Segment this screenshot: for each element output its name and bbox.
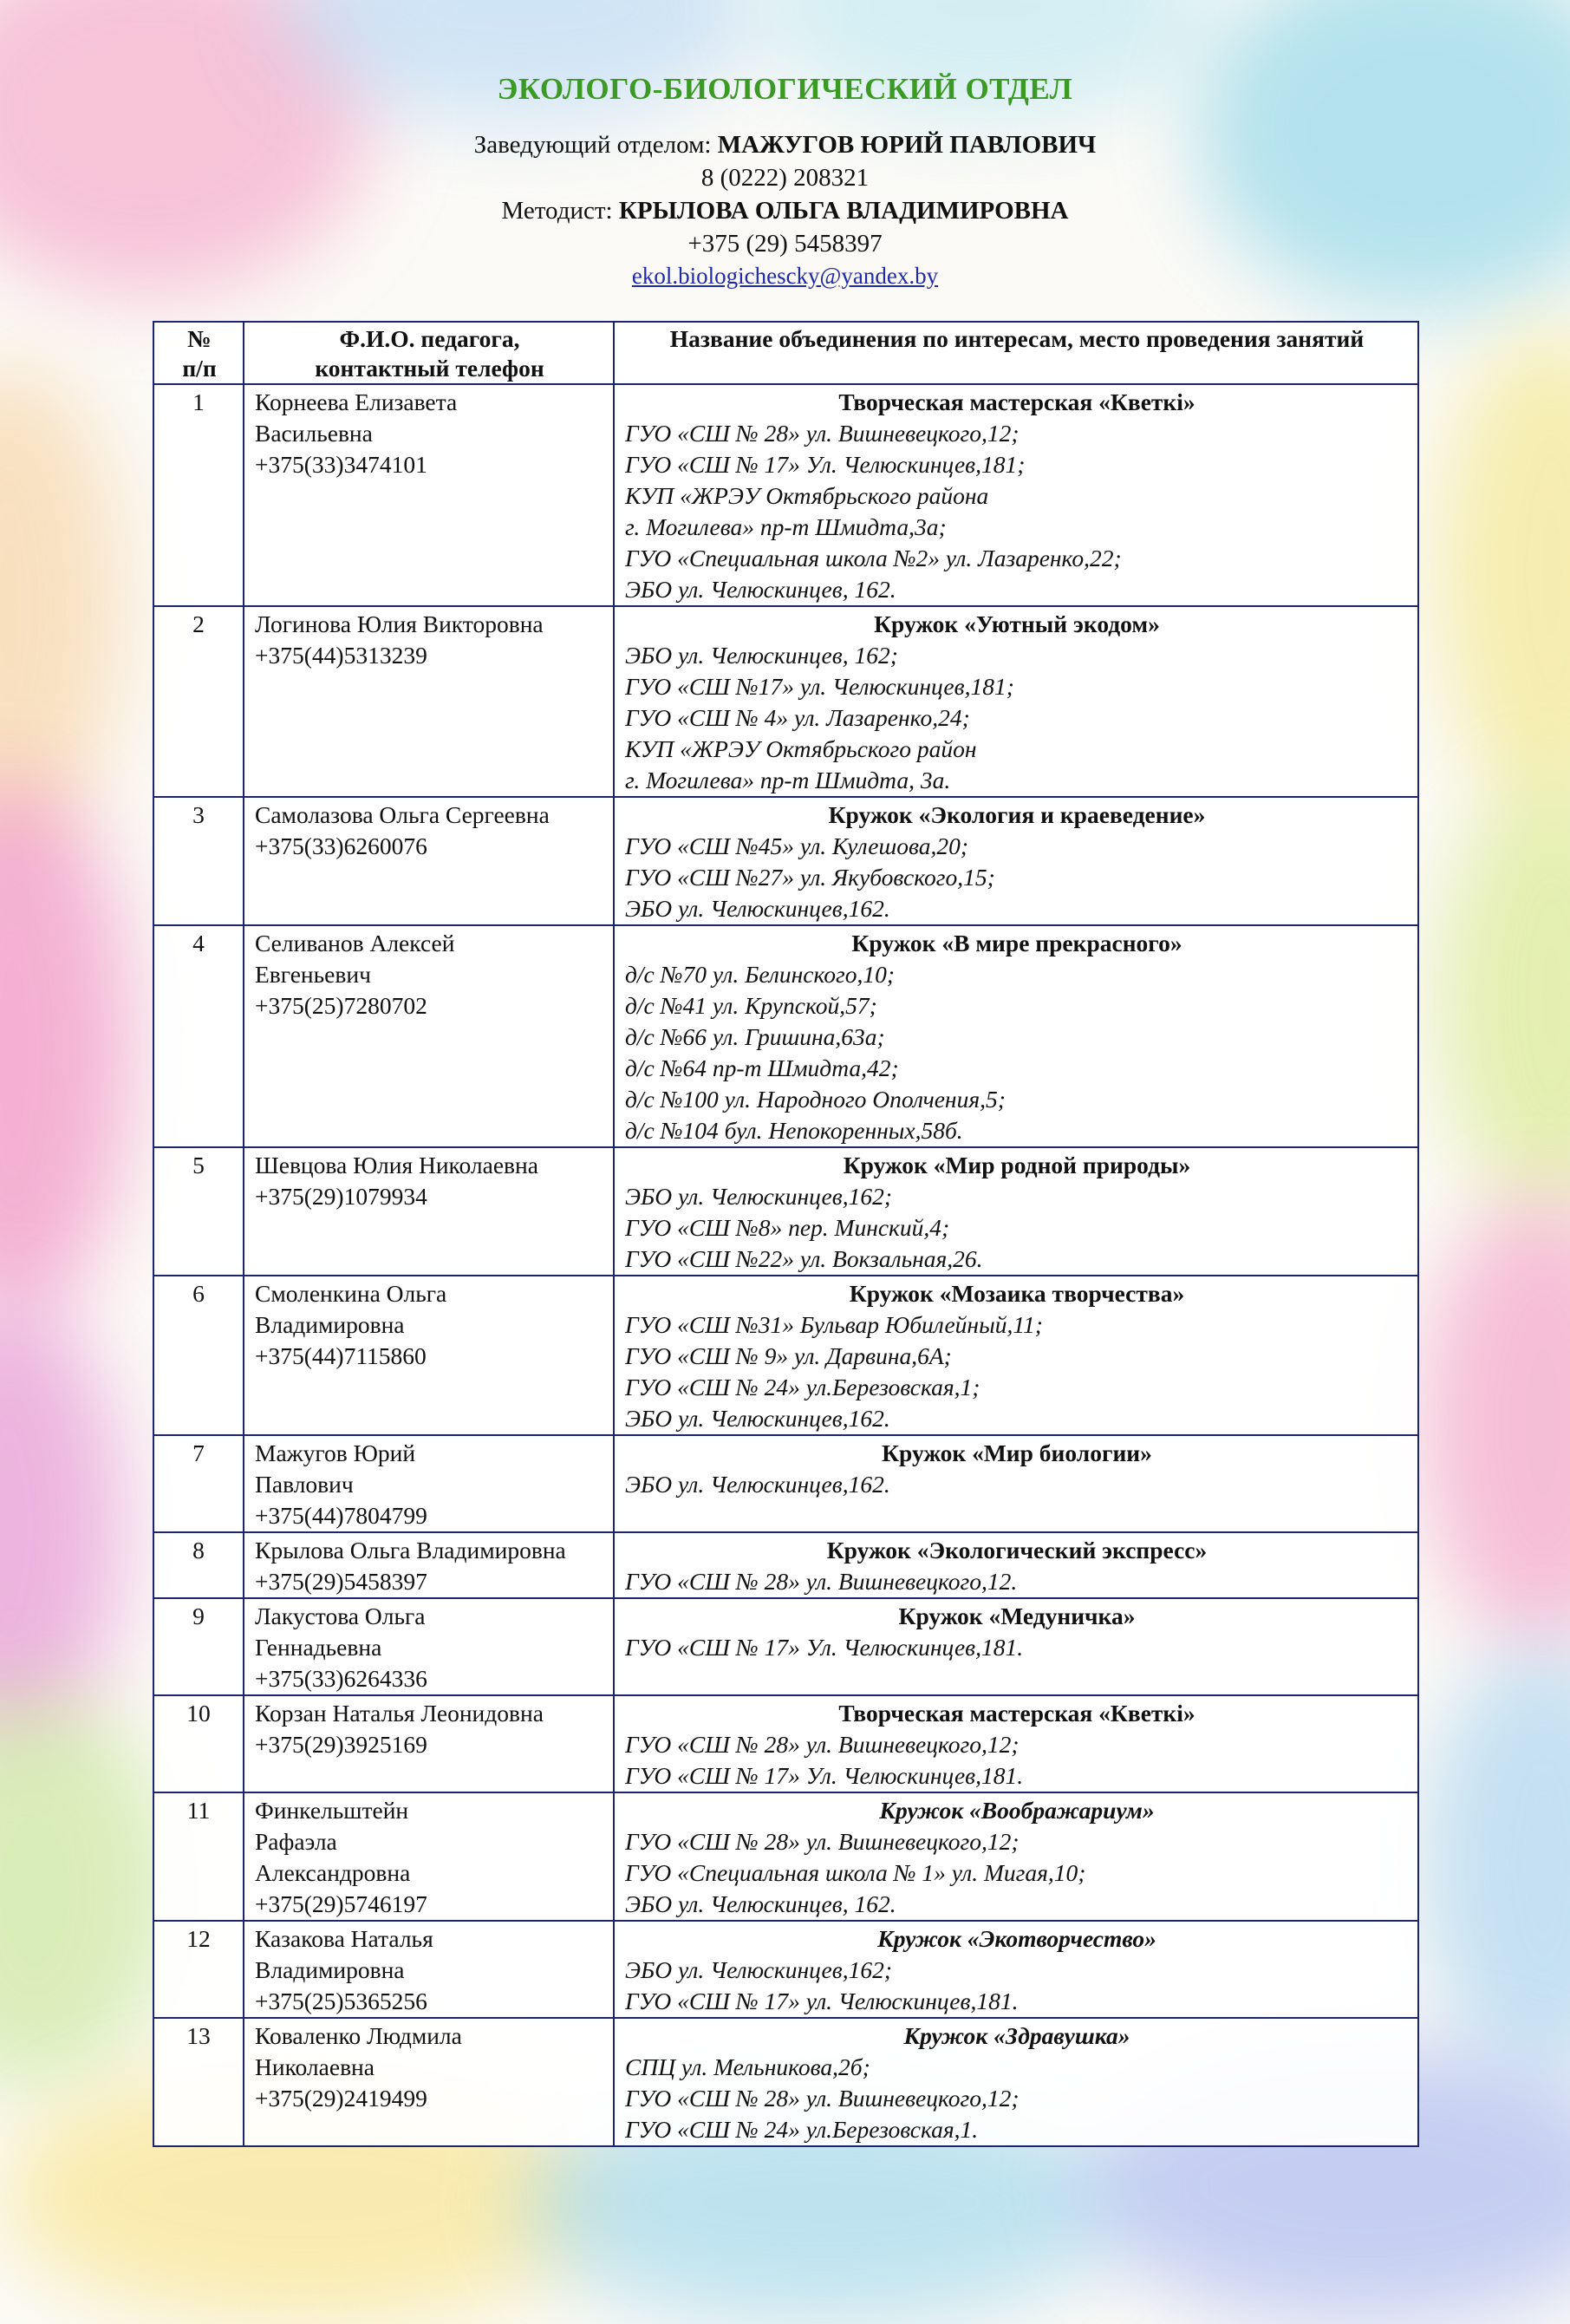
- teacher-cell: [244, 1276, 614, 1435]
- group-location: ГУО «СШ №8» пер. Минский,4;: [625, 1214, 950, 1241]
- teacher-phone: +375(33)6260076: [255, 832, 427, 859]
- group-location: ГУО «СШ №45» ул. Кулешова,20;: [625, 832, 969, 859]
- teacher-phone: +375(29)2419499: [255, 2085, 427, 2112]
- teacher-name: Крылова Ольга Владимировна: [255, 1537, 566, 1563]
- teacher-name: Логинова Юлия Викторовна: [255, 610, 544, 637]
- teacher-name: Казакова Наталья: [255, 1925, 433, 1952]
- group-location: ЭБО ул. Челюскинцев,162.: [625, 895, 890, 922]
- row-number: 11: [153, 1792, 244, 1921]
- group-title: Кружок «Экотворчество»: [877, 1925, 1156, 1952]
- group-location: г. Могилева» пр-т Шмидта, 3а.: [625, 767, 951, 793]
- table-row: [153, 1792, 1418, 1921]
- groups-table: [153, 321, 1419, 2147]
- teacher-phone: +375(29)3925169: [255, 1731, 427, 1758]
- group-cell: [614, 1532, 1418, 1598]
- table-row: [153, 1695, 1418, 1792]
- table-row: [153, 1921, 1418, 2018]
- group-cell: [614, 606, 1418, 797]
- teacher-name: Геннадьевна: [255, 1634, 382, 1661]
- row-number: 13: [153, 2018, 244, 2146]
- row-number: 1: [153, 384, 244, 606]
- group-location: ГУО «Специальная школа №2» ул. Лазаренко,22;: [625, 545, 1122, 571]
- group-title: Кружок «Мозаика творчества»: [849, 1280, 1185, 1307]
- teacher-name: Владимировна: [255, 1956, 405, 1983]
- table-body: [153, 384, 1418, 2146]
- group-location: д/с №64 пр-т Шмидта,42;: [625, 1054, 899, 1081]
- teacher-cell: [244, 1695, 614, 1792]
- head-phone: 8 (0222) 208321: [700, 164, 870, 192]
- teacher-cell: [244, 384, 614, 606]
- row-number: 5: [153, 1147, 244, 1276]
- teacher-phone: +375(33)3474101: [255, 451, 427, 478]
- row-number: 10: [153, 1695, 244, 1792]
- teacher-name: Корзан Наталья Леонидовна: [255, 1700, 544, 1727]
- teacher-phone: +375(29)5746197: [255, 1890, 427, 1917]
- group-cell: [614, 1792, 1418, 1921]
- teacher-cell: [244, 1598, 614, 1695]
- group-cell: [614, 1435, 1418, 1532]
- column-header-number: № п/п: [153, 322, 244, 384]
- group-cell: [614, 1695, 1418, 1792]
- teacher-name: Владимировна: [255, 1311, 405, 1338]
- table-row: [153, 384, 1418, 606]
- teacher-name: Смоленкина Ольга: [255, 1280, 447, 1307]
- teacher-cell: [244, 1921, 614, 2018]
- group-location: ЭБО ул. Челюскинцев,162;: [625, 1183, 892, 1210]
- group-location: ГУО «СШ № 17» Ул. Челюскинцев,181.: [625, 1634, 1024, 1661]
- table-row: [153, 1276, 1418, 1435]
- teacher-name: Коваленко Людмила: [255, 2022, 462, 2049]
- row-number: 9: [153, 1598, 244, 1695]
- group-location: д/с №66 ул. Гришина,63а;: [625, 1023, 885, 1050]
- group-location: г. Могилева» пр-т Шмидта,3а;: [625, 513, 947, 540]
- teacher-phone: +375(29)1079934: [255, 1183, 427, 1210]
- department-head-line: [0, 128, 1570, 161]
- department-title: ЭКОЛОГО-БИОЛОГИЧЕСКИЙ ОТДЕЛ: [497, 72, 1073, 106]
- email-link[interactable]: ekol.biologichescky@yandex.by: [631, 263, 939, 289]
- group-title: Кружок «Уютный экодом»: [874, 610, 1160, 637]
- group-title: Творческая мастерская «Кветкі»: [838, 388, 1195, 415]
- teacher-name: Лакустова Ольга: [255, 1603, 426, 1629]
- group-location: ГУО «СШ №31» Бульвар Юбилейный,11;: [625, 1311, 1043, 1338]
- teacher-name: Финкельштейн: [255, 1797, 409, 1824]
- table-row: [153, 1598, 1418, 1695]
- group-location: КУП «ЖРЭУ Октябрьского района: [625, 482, 989, 509]
- table-row: [153, 1435, 1418, 1532]
- group-location: ГУО «СШ № 17» Ул. Челюскинцев,181;: [625, 451, 1026, 478]
- group-location: ЭБО ул. Челюскинцев, 162.: [625, 1890, 896, 1917]
- row-number: 3: [153, 797, 244, 925]
- group-title: Кружок «Медуничка»: [898, 1603, 1136, 1629]
- column-header-group: Название объединения по интересам, место проведения занятий: [614, 322, 1418, 384]
- group-location: ГУО «Специальная школа № 1» ул. Мигая,10;: [625, 1859, 1086, 1886]
- column-header-teacher: Ф.И.О. педагога, контактный телефон: [244, 322, 614, 384]
- group-location: СПЦ ул. Мельникова,2б;: [625, 2053, 870, 2080]
- group-title: Кружок «Экологический экспресс»: [826, 1537, 1208, 1563]
- group-title: Кружок «Мир биологии»: [882, 1439, 1152, 1466]
- group-location: ГУО «СШ № 28» ул. Вишневецкого,12.: [625, 1568, 1018, 1595]
- teacher-name: Шевцова Юлия Николаевна: [255, 1152, 538, 1178]
- group-location: ГУО «СШ №27» ул. Якубовского,15;: [625, 864, 995, 891]
- group-location: ГУО «СШ №22» ул. Вокзальная,26.: [625, 1245, 983, 1272]
- teacher-phone: +375(44)5313239: [255, 642, 427, 669]
- group-location: ГУО «СШ № 28» ул. Вишневецкого,12;: [625, 1828, 1020, 1855]
- group-cell: [614, 2018, 1418, 2146]
- group-location: ЭБО ул. Челюскинцев, 162;: [625, 642, 898, 669]
- row-number: 8: [153, 1532, 244, 1598]
- group-cell: [614, 384, 1418, 606]
- group-location: ЭБО ул. Челюскинцев,162.: [625, 1471, 890, 1498]
- group-location: д/с №70 ул. Белинского,10;: [625, 961, 896, 988]
- table-row: [153, 1147, 1418, 1276]
- row-number: 12: [153, 1921, 244, 2018]
- methodist-line: [0, 194, 1570, 227]
- group-title: Кружок «Воображариум»: [879, 1797, 1155, 1824]
- group-location: ЭБО ул. Челюскинцев, 162.: [625, 576, 896, 603]
- table-header-row: [153, 322, 1418, 384]
- teacher-cell: [244, 1792, 614, 1921]
- group-location: ГУО «СШ № 17» Ул. Челюскинцев,181.: [625, 1762, 1024, 1789]
- teacher-name: Васильевна: [255, 420, 373, 447]
- teacher-name: Рафаэла: [255, 1828, 337, 1855]
- head-label: Заведующий отделом:: [473, 131, 718, 159]
- group-title: Кружок «В мире прекрасного»: [851, 930, 1182, 956]
- teacher-name: Самолазова Ольга Сергеевна: [255, 801, 550, 828]
- group-location: ГУО «СШ № 28» ул. Вишневецкого,12;: [625, 420, 1020, 447]
- group-location: ГУО «СШ № 28» ул. Вишневецкого,12;: [625, 1731, 1020, 1758]
- group-location: д/с №41 ул. Крупской,57;: [625, 992, 877, 1019]
- group-location: ЭБО ул. Челюскинцев,162;: [625, 1956, 892, 1983]
- table-row: [153, 925, 1418, 1147]
- teacher-cell: [244, 1532, 614, 1598]
- group-location: ГУО «СШ № 24» ул.Березовская,1;: [625, 1374, 980, 1400]
- teacher-phone: +375(33)6264336: [255, 1665, 427, 1692]
- group-cell: [614, 925, 1418, 1147]
- group-location: ГУО «СШ № 28» ул. Вишневецкого,12;: [625, 2085, 1020, 2112]
- teacher-cell: [244, 606, 614, 797]
- teacher-name: Селиванов Алексей: [255, 930, 455, 956]
- teacher-phone: +375(44)7804799: [255, 1502, 427, 1529]
- teacher-phone: +375(25)5365256: [255, 1988, 427, 2014]
- group-location: КУП «ЖРЭУ Октябрьского район: [625, 735, 977, 762]
- row-number: 2: [153, 606, 244, 797]
- group-title: Кружок «Здравушка»: [903, 2022, 1130, 2049]
- teacher-name: Александровна: [255, 1859, 411, 1886]
- row-number: 6: [153, 1276, 244, 1435]
- group-cell: [614, 1147, 1418, 1276]
- teacher-cell: [244, 925, 614, 1147]
- group-title: Кружок «Экология и краеведение»: [828, 801, 1206, 828]
- table-row: [153, 2018, 1418, 2146]
- group-cell: [614, 1276, 1418, 1435]
- group-location: ГУО «СШ №17» ул. Челюскинцев,181;: [625, 673, 1014, 700]
- teacher-cell: [244, 1435, 614, 1532]
- teacher-phone: +375(29)5458397: [255, 1568, 427, 1595]
- teacher-phone: +375(25)7280702: [255, 992, 427, 1019]
- group-location: ГУО «СШ № 17» ул. Челюскинцев,181.: [625, 1988, 1019, 2014]
- row-number: 4: [153, 925, 244, 1147]
- table-row: [153, 797, 1418, 925]
- group-location: ЭБО ул. Челюскинцев,162.: [625, 1405, 890, 1432]
- teacher-cell: [244, 1147, 614, 1276]
- teacher-cell: [244, 2018, 614, 2146]
- group-title: Кружок «Мир родной природы»: [843, 1152, 1191, 1178]
- group-title: Творческая мастерская «Кветкі»: [838, 1700, 1195, 1727]
- group-cell: [614, 1598, 1418, 1695]
- table-row: [153, 1532, 1418, 1598]
- group-location: ГУО «СШ № 9» ул. Дарвина,6А;: [625, 1342, 952, 1369]
- teacher-name: Павлович: [255, 1471, 354, 1498]
- group-location: д/с №104 бул. Непокоренных,58б.: [625, 1117, 963, 1144]
- teacher-name: Мажугов Юрий: [255, 1439, 416, 1466]
- methodist-name: КРЫЛОВА ОЛЬГА ВЛАДИМИРОВНА: [618, 197, 1069, 225]
- group-location: д/с №100 ул. Народного Ополчения,5;: [625, 1086, 1006, 1113]
- group-location: ГУО «СШ № 24» ул.Березовская,1.: [625, 2116, 979, 2143]
- teacher-cell: [244, 797, 614, 925]
- teacher-name: Евгеньевич: [255, 961, 371, 988]
- group-cell: [614, 1921, 1418, 2018]
- methodist-label: Методист:: [501, 197, 619, 225]
- row-number: 7: [153, 1435, 244, 1532]
- group-location: ГУО «СШ № 4» ул. Лазаренко,24;: [625, 704, 970, 731]
- methodist-phone: +375 (29) 5458397: [687, 230, 883, 258]
- teacher-phone: +375(44)7115860: [255, 1342, 427, 1369]
- head-name: МАЖУГОВ ЮРИЙ ПАВЛОВИЧ: [717, 131, 1097, 159]
- page-header: [0, 68, 1570, 291]
- table-row: [153, 606, 1418, 797]
- group-cell: [614, 797, 1418, 925]
- teacher-name: Николаевна: [255, 2053, 375, 2080]
- teacher-name: Корнеева Елизавета: [255, 388, 458, 415]
